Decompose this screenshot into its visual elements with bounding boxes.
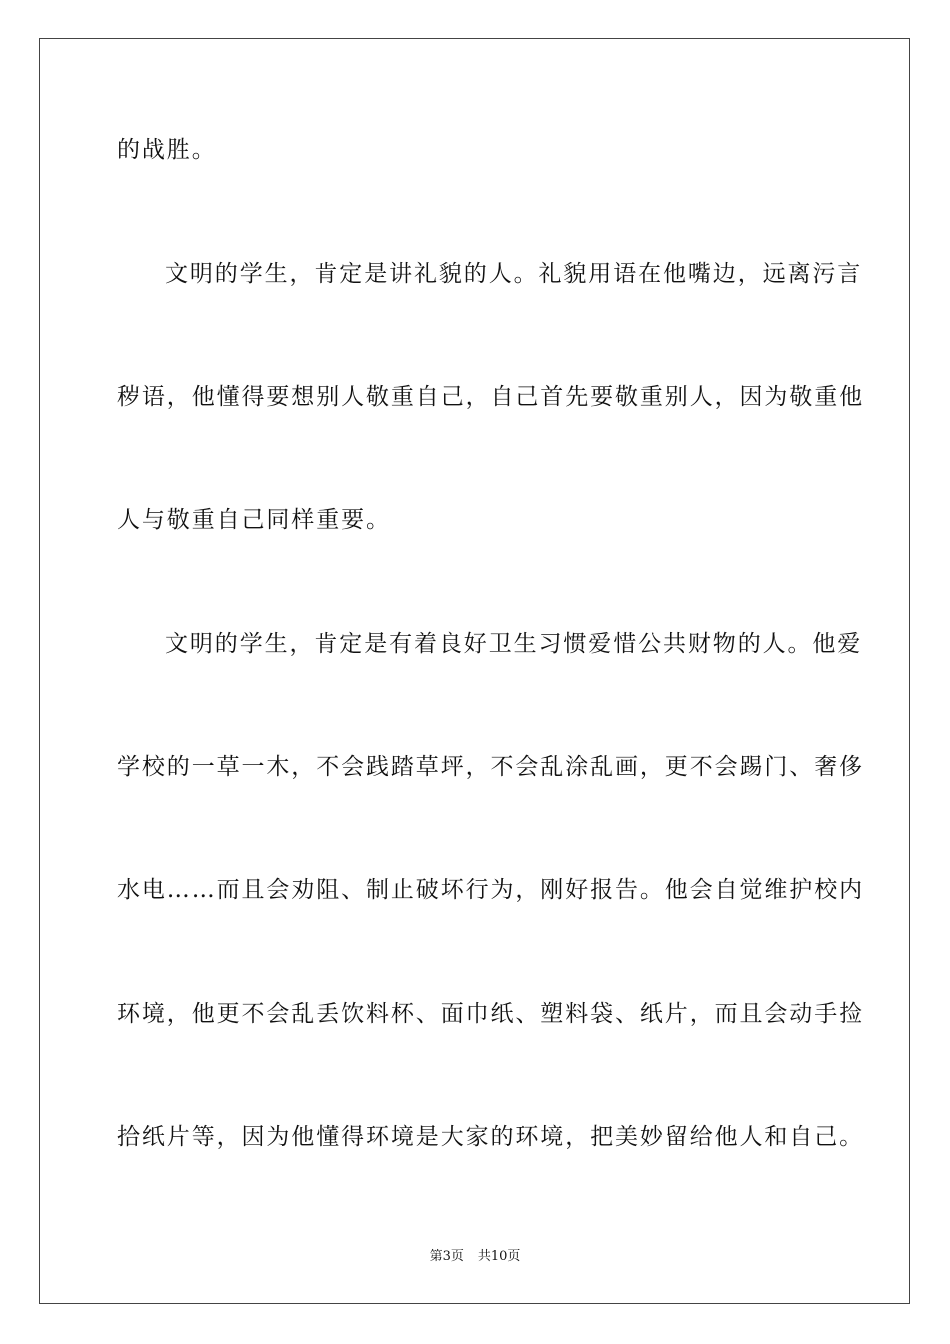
page-border [39,38,910,1304]
page-number: 第3页 [429,1249,464,1264]
text-line-8: 环境，他更不会乱丢饮料杯、面巾纸、塑料袋、纸片，而且会动手捡 [117,1001,864,1027]
text-line-4: 人与敬重自己同样重要。 [117,507,391,533]
text-line-9: 拾纸片等，因为他懂得环境是大家的环境，把美妙留给他人和自己。 [117,1124,864,1150]
text-line-2: 文明的学生，肯定是讲礼貌的人。礼貌用语在他嘴边，远离污言 [165,261,863,287]
text-line-7: 水电……而且会劝阻、制止破坏行为，刚好报告。他会自觉维护校内 [117,877,864,903]
page-footer [0,1245,950,1264]
text-line-1: 的战胜。 [117,137,217,163]
page-total: 共10页 [477,1249,521,1264]
text-line-6: 学校的一草一木，不会践踏草坪，不会乱涂乱画，更不会踢门、奢侈 [117,754,864,780]
text-line-3: 秽语，他懂得要想别人敬重自己，自己首先要敬重别人，因为敬重他 [117,384,864,410]
text-line-5: 文明的学生，肯定是有着良好卫生习惯爱惜公共财物的人。他爱 [165,631,863,657]
